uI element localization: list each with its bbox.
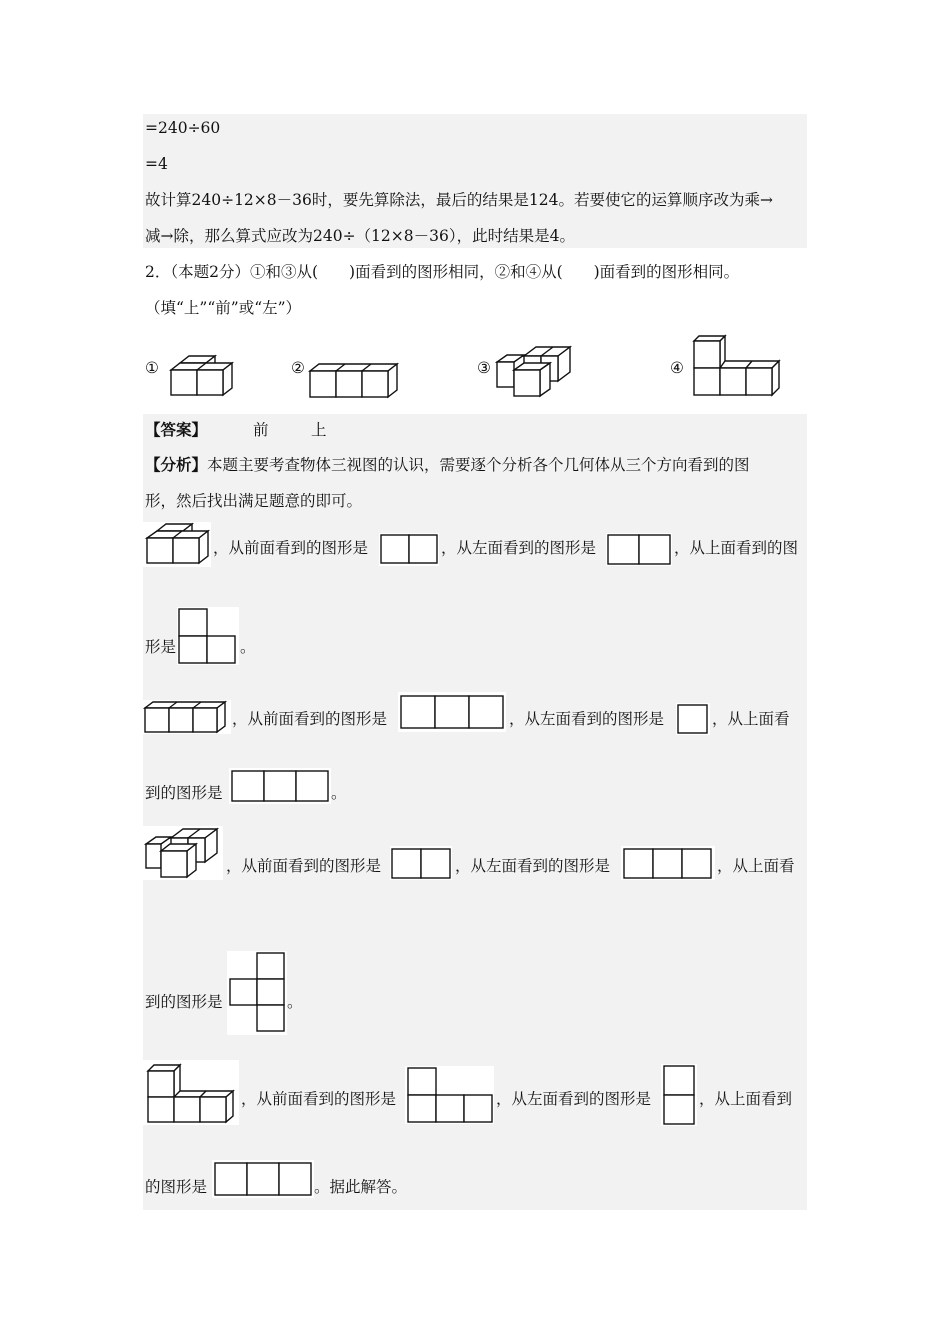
- view-left-text-1: ，从左面看到的图形是: [441, 539, 597, 557]
- answer-label: 【答案】: [145, 420, 208, 439]
- solid-figure-2: [307, 360, 401, 400]
- analysis-label: [145, 455, 750, 475]
- answer-1: 前: [253, 421, 269, 439]
- shape-is-1: 形是: [145, 638, 177, 656]
- view-front-text-2: ，从前面看到的图形是: [232, 710, 388, 728]
- view-front-text-4: ，从前面看到的图形是: [241, 1090, 397, 1108]
- front-view-1: [379, 533, 439, 566]
- analysis-text-2: 形，然后找出满足题意的即可。: [145, 492, 363, 510]
- top-view-4: [212, 1160, 314, 1198]
- top-view-2: [229, 768, 331, 804]
- analysis-solid-1: [143, 522, 211, 567]
- solution-step-1: =240÷60: [145, 119, 221, 137]
- figure-label-3: ③: [477, 359, 491, 377]
- question-hint: （填“上”“前”或“左”）: [145, 299, 302, 317]
- solid-figure-4: [690, 331, 794, 399]
- solid-figure-3: [494, 344, 578, 402]
- top-view-3: [227, 951, 287, 1035]
- figure-label-4: ④: [670, 359, 684, 377]
- view-top-text-3: ，从上面看: [717, 857, 795, 875]
- view-front-text-3: ，从前面看到的图形是: [226, 857, 382, 875]
- left-view-2: [676, 703, 710, 735]
- front-view-4: [405, 1066, 494, 1124]
- front-view-2: [398, 692, 506, 732]
- seen-is-2: 到的图形是: [145, 784, 223, 802]
- period-1: 。: [240, 638, 256, 656]
- view-top-text-4: ，从上面看到: [699, 1090, 793, 1108]
- view-top-text-1: ，从上面看到的图: [674, 539, 799, 557]
- front-view-3: [390, 846, 452, 880]
- seen-is-3: 到的图形是: [145, 993, 223, 1011]
- figure-label-2: ②: [291, 359, 305, 377]
- final-text: 。据此解答。: [314, 1178, 408, 1196]
- figure-label-1: ①: [145, 359, 159, 377]
- question-text: 2．（本题2分）①和③从( )面看到的图形相同，②和④从( )面看到的图形相同。: [145, 263, 740, 281]
- left-view-1: [606, 533, 672, 566]
- analysis-label-text: 【分析】: [145, 455, 208, 474]
- left-view-3: [621, 846, 715, 880]
- view-left-text-2: ，从左面看到的图形是: [509, 710, 665, 728]
- solid-figure-1: [166, 354, 236, 400]
- period-2: 。: [331, 784, 347, 802]
- analysis-solid-2: [143, 700, 231, 734]
- analysis-solid-4: [143, 1060, 239, 1125]
- view-top-text-2: ，从上面看: [712, 710, 790, 728]
- analysis-text-1: 本题主要考查物体三视图的认识，需要逐个分析各个几何体从三个方向看到的图: [207, 456, 750, 474]
- seen-is-4: 的图形是: [145, 1178, 208, 1196]
- view-left-text-4: ，从左面看到的图形是: [496, 1090, 652, 1108]
- solution-conclusion-1: 故计算240÷12×8－36时，要先算除法，最后的结果是124。若要使它的运算顺序改为乘→: [145, 191, 773, 209]
- view-left-text-3: ，从左面看到的图形是: [455, 857, 611, 875]
- top-view-1: [177, 607, 239, 665]
- left-view-4: [661, 1064, 697, 1126]
- solution-step-2: =4: [145, 155, 168, 173]
- view-front-text-1: ，从前面看到的图形是: [213, 539, 369, 557]
- period-3: 。: [287, 993, 303, 1011]
- solution-conclusion-2: 减→除，那么算式应改为240÷（12×8－36），此时结果是4。: [145, 227, 575, 245]
- analysis-solid-3: [143, 826, 223, 880]
- answer-2: 上: [311, 421, 327, 439]
